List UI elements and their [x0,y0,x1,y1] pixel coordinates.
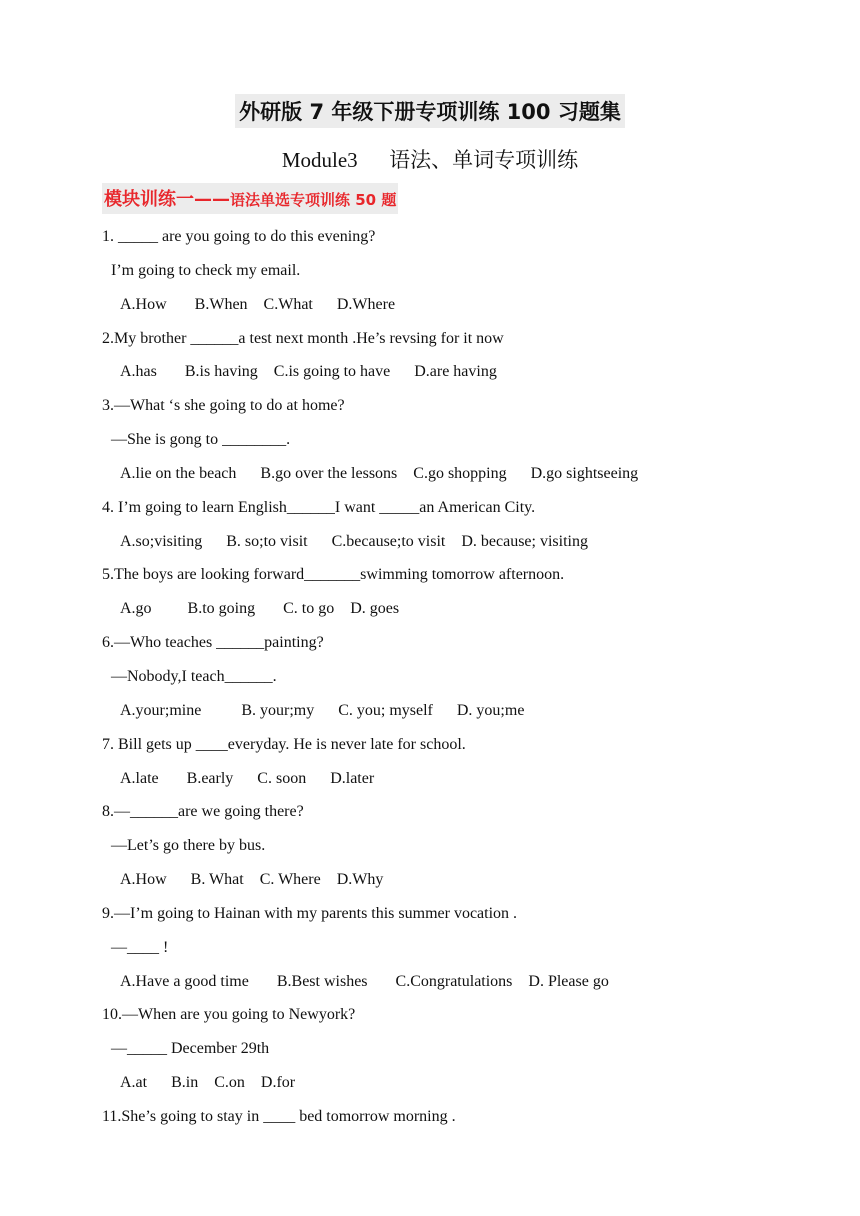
question-line: 10.—When are you going to Newyork? [102,1006,356,1024]
section-heading-sub: 语法单选专项训练 50 题 [230,191,397,209]
answer-options: A.go B.to going C. to go D. goes [120,600,400,618]
question-line: 3.—What ‘s she going to do at home? [102,397,345,415]
dialogue-line: —Nobody,I teach______. [111,667,277,685]
answer-options: A.lie on the beach B.go over the lessons C.go shopping D.go sightseeing [120,464,639,482]
answer-options: A.late B.early C. soon D.later [120,769,375,787]
dialogue-line: —_____ December 29th [111,1040,270,1058]
document-title: 外研版 7 年级下册专项训练 100 习题集 [235,94,625,128]
question-line: 9.—I’m going to Hainan with my parents this summer vocation . [102,904,518,922]
question-line: 8.—______are we going there? [102,803,304,821]
answer-options: A.How B. What C. Where D.Why [120,871,384,889]
question-line: 1. _____ are you going to do this evening? [102,228,376,245]
dialogue-line: I’m going to check my email. [111,261,301,279]
question-line: 2.My brother ______a test next month .He’s revsing for it now [102,329,504,347]
document-title-wrap [0,94,860,128]
question-line: 11.She’s going to stay in ____ bed tomorrow morning . [102,1107,456,1125]
section-heading [102,183,398,214]
answer-options: A.Have a good time B.Best wishes C.Congratulations D. Please go [120,972,609,990]
question-line: 4. I’m going to learn English______I want _____an American City. [102,498,536,516]
section-heading-main: 模块训练一—— [104,189,230,210]
dialogue-line: —She is gong to ________. [111,431,291,449]
answer-options: A.at B.in C.on D.for [120,1074,296,1092]
document-subtitle: Module3 语法、单词专项训练 [281,148,579,172]
question-line: 7. Bill gets up ____everyday. He is never late for school. [102,735,466,753]
dialogue-line: —Let’s go there by bus. [111,837,266,855]
question-list [102,225,802,1139]
answer-options: A.so;visiting B. so;to visit C.because;to visit D. because; visiting [120,532,588,550]
dialogue-line: —____ ! [111,938,169,956]
question-line: 6.—Who teaches ______painting? [102,634,324,652]
question-line: 5.The boys are looking forward_______swimming tomorrow afternoon. [102,566,565,584]
answer-options: A.your;mine B. your;my C. you; myself D. you;me [120,701,525,719]
answer-options: A.How B.When C.What D.Where [120,295,396,313]
answer-options: A.has B.is having C.is going to have D.are having [120,363,497,381]
